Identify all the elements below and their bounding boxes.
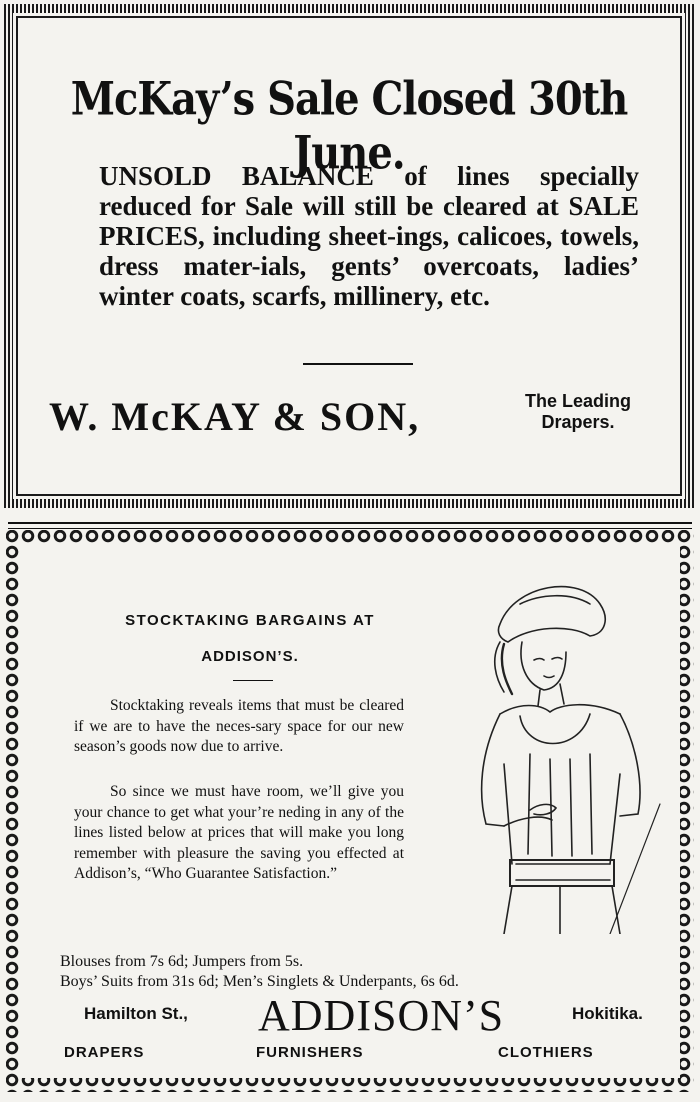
addison-price-line-2: Boys’ Suits from 31s 6d; Men’s Singlets & Underpants, 6s 6d. — [60, 973, 459, 990]
woman-in-hat-illustration — [460, 564, 670, 934]
mckay-tagline-line-1: The Leading — [524, 391, 631, 411]
column-divider — [8, 522, 692, 529]
addison-role-furnishers: FURNISHERS — [256, 1044, 364, 1061]
addison-price-line-1: Blouses from 7s 6d; Jumpers from 5s. — [60, 953, 304, 970]
mckay-firm-name: W. McKAY & SON, — [49, 394, 421, 439]
mckay-tagline-line-2: Drapers. — [541, 412, 615, 432]
mckay-rule — [303, 363, 413, 365]
addison-street: Hamilton St., — [84, 1004, 188, 1023]
addison-rule — [233, 680, 273, 681]
mckay-headline: McKay’s Sale Closed 30th June. — [70, 71, 628, 181]
addison-ad-panel — [20, 544, 680, 1078]
addison-town: Hokitika. — [572, 1004, 643, 1023]
addison-heading-line-1: STOCKTAKING BARGAINS AT — [125, 612, 375, 629]
addison-brand-name: ADDISON’S — [258, 991, 505, 1040]
addison-role-clothiers: CLOTHIERS — [498, 1044, 594, 1061]
mckay-body-rest: of lines specially reduced for Sale will still be cleared at SALE PRICES, including sheet-ings, calicoes, towels, dress mater-ials, gents’ overcoats, ladies’ winter coats, scarfs, millinery, etc. — [99, 161, 639, 311]
addison-paragraph-2: So since we must have room, we’ll give you your chance to get what your’re neding in any of the lines listed below at prices that will make you long remember with pleasure the saving you effected at Addison’s, “Who Guarantee Satisfaction.” — [74, 783, 404, 882]
addison-role-drapers: DRAPERS — [64, 1044, 145, 1061]
mckay-tagline — [513, 391, 643, 433]
mckay-advertisement — [4, 4, 694, 508]
addison-paragraph-1: Stocktaking reveals items that must be cleared if we are to have the neces-sary space for our new season’s goods now due to arrive. — [74, 697, 404, 755]
addison-advertisement — [6, 530, 694, 1092]
addison-heading-line-2: ADDISON’S. — [201, 648, 299, 665]
mckay-body-lead: UNSOLD BALANCE — [99, 161, 374, 191]
mckay-body-text — [99, 161, 639, 311]
